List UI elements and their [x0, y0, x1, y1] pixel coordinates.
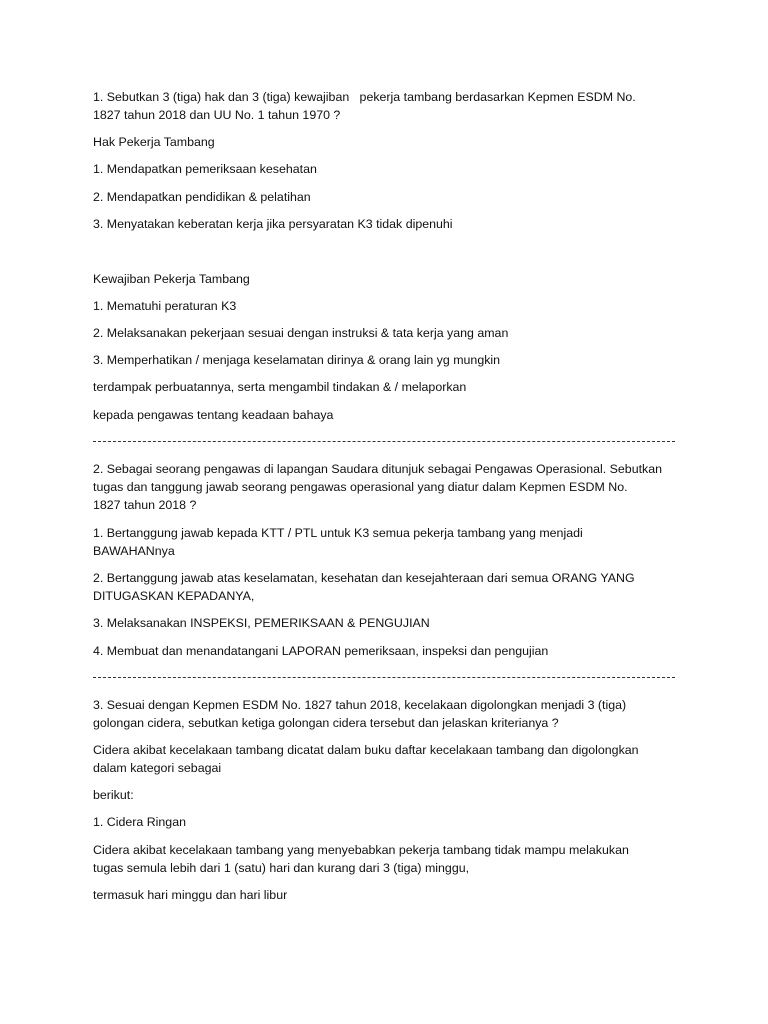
q3-intro-line-2: dalam kategori sebagai — [93, 761, 222, 775]
q1-duties-heading: Kewajiban Pekerja Tambang — [93, 272, 250, 286]
q2-answer-2-line-1: 2. Bertanggung jawab atas keselamatan, kesehatan dan kesejahteraan dari semua ORANG YANG — [93, 571, 635, 585]
q2-question-line-3: 1827 tahun 2018 ? — [93, 498, 197, 512]
section-divider-2 — [93, 677, 675, 678]
q2-answer-3: 3. Melaksanakan INSPEKSI, PEMERIKSAAN & PENGUJIAN — [93, 616, 430, 630]
q1-question-line-2: 1827 tahun 2018 dan UU No. 1 tahun 1970 ? — [93, 108, 341, 122]
q3-item-1-desc-line-1: Cidera akibat kecelakaan tambang yang menyebabkan pekerja tambang tidak mampu melakukan — [93, 843, 629, 857]
q1-right-3: 3. Menyatakan keberatan kerja jika persyaratan K3 tidak dipenuhi — [93, 217, 453, 231]
q1-duty-3-line-2: terdampak perbuatannya, serta mengambil tindakan & / melaporkan — [93, 380, 467, 394]
q1-duty-1: 1. Mematuhi peraturan K3 — [93, 299, 237, 313]
q1-duty-2: 2. Melaksanakan pekerjaan sesuai dengan instruksi & tata kerja yang aman — [93, 326, 509, 340]
q3-item-1-desc-line-2: tugas semula lebih dari 1 (satu) hari dan kurang dari 3 (tiga) minggu, — [93, 861, 470, 875]
q2-answer-1-line-2: BAWAHANnya — [93, 544, 175, 558]
q1-right-1: 1. Mendapatkan pemeriksaan kesehatan — [93, 162, 317, 176]
q2-question-line-2: tugas dan tanggung jawab seorang pengawas operasional yang diatur dalam Kepmen ESDM No. — [93, 480, 628, 494]
q3-intro-line-1: Cidera akibat kecelakaan tambang dicatat dalam buku daftar kecelakaan tambang dan digolongkan — [93, 743, 639, 757]
q3-item-1-desc-line-3: termasuk hari minggu dan hari libur — [93, 888, 288, 902]
q2-answer-4: 4. Membuat dan menandatangani LAPORAN pemeriksaan, inspeksi dan pengujian — [93, 644, 549, 658]
q3-question-line-1: 3. Sesuai dengan Kepmen ESDM No. 1827 tahun 2018, kecelakaan digolongkan menjadi 3 (tiga) — [93, 698, 627, 712]
q1-right-2: 2. Mendapatkan pendidikan & pelatihan — [93, 190, 311, 204]
q3-item-1-title: 1. Cidera Ringan — [93, 815, 186, 829]
q2-question-line-1: 2. Sebagai seorang pengawas di lapangan Saudara ditunjuk sebagai Pengawas Operasional. Sebutkan — [93, 462, 663, 476]
q2-answer-2-line-2: DITUGASKAN KEPADANYA, — [93, 589, 255, 603]
q3-question-line-2: golongan cidera, sebutkan ketiga golongan cidera tersebut dan jelaskan kriterianya ? — [93, 716, 559, 730]
q1-question-line-1: 1. Sebutkan 3 (tiga) hak dan 3 (tiga) kewajiban pekerja tambang berdasarkan Kepmen ESDM No. — [93, 90, 636, 104]
q2-answer-1-line-1: 1. Bertanggung jawab kepada KTT / PTL untuk K3 semua pekerja tambang yang menjadi — [93, 526, 583, 540]
section-divider-1 — [93, 441, 675, 442]
q1-duty-3-line-3: kepada pengawas tentang keadaan bahaya — [93, 408, 334, 422]
q1-rights-heading: Hak Pekerja Tambang — [93, 135, 215, 149]
q3-intro-line-3: berikut: — [93, 788, 134, 802]
q1-duty-3-line-1: 3. Memperhatikan / menjaga keselamatan dirinya & orang lain yg mungkin — [93, 353, 501, 367]
